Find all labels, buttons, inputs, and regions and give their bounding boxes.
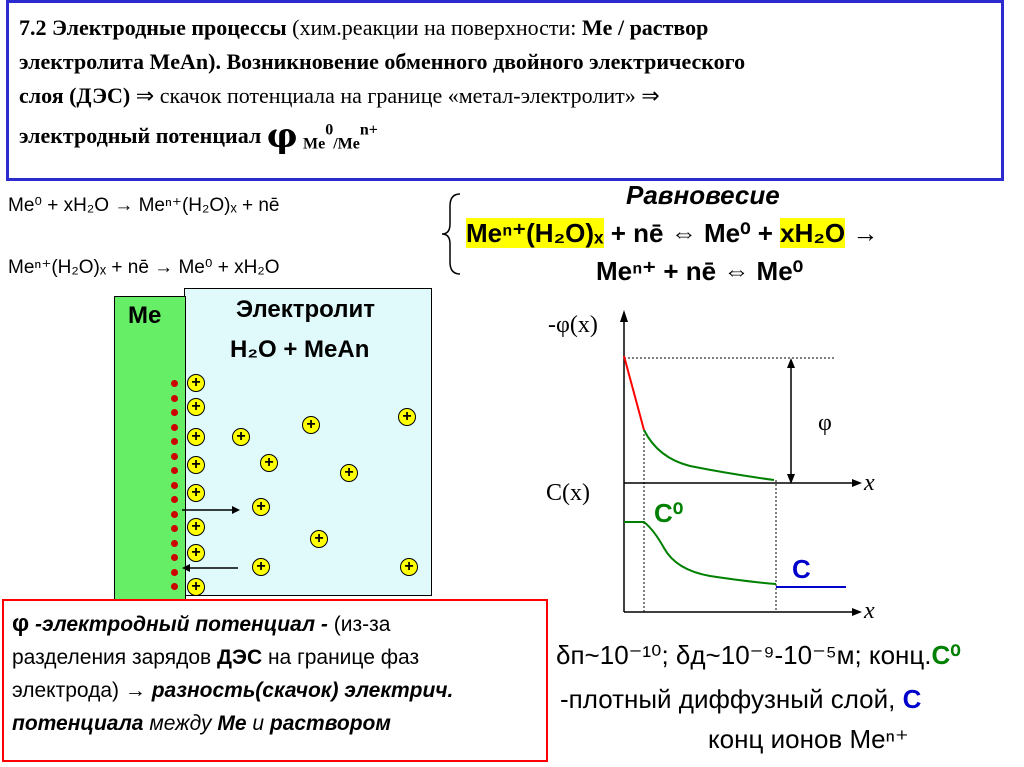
cation-icon: + — [187, 456, 205, 474]
definition-line-4 — [12, 707, 538, 740]
potential-concentration-graph — [540, 300, 870, 620]
electron-dot — [171, 583, 178, 590]
electron-dot — [171, 438, 178, 445]
equilibrium-equation-2: Meⁿ⁺ + nē ⇔ Me⁰ — [596, 256, 804, 286]
electron-dot — [171, 424, 178, 431]
right-arrow-icon: → — [845, 218, 879, 248]
y-axis-label-conc: C(x) — [546, 480, 590, 506]
electron-dot — [171, 496, 178, 503]
concentration-curve — [624, 522, 776, 584]
cation-icon: + — [187, 374, 205, 392]
implies-arrow-icon-2: ⇒ — [641, 83, 660, 108]
phi-symbol: φ — [266, 116, 298, 156]
title-line-3 — [19, 79, 991, 113]
sup-zero: 0 — [325, 121, 334, 139]
cation-icon: + — [302, 416, 320, 434]
def-des: ДЭС — [217, 646, 263, 669]
electron-dot — [171, 569, 178, 576]
electron-dot — [171, 380, 178, 387]
metal-label: Me — [128, 302, 162, 329]
title-note: (хим.реакции на поверхности: — [292, 15, 577, 40]
def-difference: разность(скачок) электрич. — [151, 679, 454, 702]
reaction-reduction: Meⁿ⁺(H₂O)ₓ + nē → Me⁰ + xH₂O — [8, 257, 280, 278]
def-me: Me — [217, 712, 247, 735]
cation-icon: + — [340, 464, 358, 482]
sub-me-ion: /Me — [333, 135, 360, 153]
electron-dot — [171, 395, 178, 402]
section-title: Электродные процессы — [52, 15, 287, 40]
electron-dot — [171, 540, 178, 547]
cation-icon: + — [187, 428, 205, 446]
definition-box — [2, 599, 548, 762]
ion-concentration-note: конц ионов Meⁿ⁺ — [708, 724, 909, 754]
implies-arrow-icon: ⇒ — [135, 83, 155, 108]
cation-icon: + — [310, 530, 328, 548]
layer-names: -плотный диффузный слой, — [560, 684, 903, 714]
def-l2a: разделения зарядов — [12, 646, 218, 669]
sub-me: Me — [303, 135, 326, 153]
cation-icon: + — [400, 558, 418, 576]
phi-symbol-def: φ — [12, 610, 30, 637]
def-term: -электродный потенциал - — [29, 613, 334, 636]
def-l3a: электрода) → — [12, 679, 152, 702]
cation-icon: + — [187, 544, 205, 562]
phi-jump-label: φ — [818, 410, 832, 436]
c0-note: C⁰ — [931, 640, 961, 670]
def-solution: раствором — [269, 712, 391, 735]
c-label: C — [792, 554, 811, 584]
electrolyte-label: Электролит — [236, 296, 375, 323]
electrolyte-composition: H₂O + MeAn — [230, 336, 370, 363]
definition-line-1 — [12, 607, 538, 641]
sup-n-plus: n+ — [359, 121, 378, 139]
def-l2c: на границе фаз — [262, 646, 420, 669]
def-and: и — [246, 712, 270, 735]
diffuse-thickness: δд~10⁻⁹-10⁻⁵м; конц. — [668, 640, 932, 670]
c0-label: C⁰ — [654, 498, 684, 528]
reaction-oxidation: Me⁰ + xH₂O → Meⁿ⁺(H₂O)ₓ + nē — [8, 195, 280, 216]
cation-icon: + — [260, 454, 278, 472]
title-line-4 — [19, 116, 991, 156]
def-reason: (из-за — [333, 613, 391, 636]
electron-dot — [171, 554, 178, 561]
title-electrode-potential: электродный потенциал — [19, 123, 262, 148]
section-number: 7.2 — [19, 15, 47, 40]
cation-icon: + — [252, 558, 270, 576]
water-highlight: xH₂O — [780, 218, 846, 248]
curly-brace-icon — [438, 192, 468, 276]
title-des: слоя (ДЭС) — [19, 83, 131, 108]
cation-icon: + — [187, 578, 205, 596]
dense-thickness: δп~10⁻¹⁰; — [556, 640, 669, 670]
hydrated-ion-highlight: Meⁿ⁺(H₂O)ₓ — [466, 218, 604, 248]
y-axis-label-phi: -φ(x) — [548, 312, 598, 338]
x-axis-label-top: x — [864, 470, 875, 496]
definition-line-2 — [12, 641, 538, 674]
title-line-1 — [19, 11, 991, 45]
def-between: между — [143, 712, 218, 735]
title-potential-jump: скачок потенциала на границе «метал-электролит» — [159, 83, 636, 108]
electron-dot — [171, 511, 178, 518]
cation-icon: + — [187, 484, 205, 502]
cation-icon: + — [187, 398, 205, 416]
electron-dot — [171, 482, 178, 489]
cation-icon: + — [398, 408, 416, 426]
equilibrium-equation-1 — [466, 218, 878, 249]
electron-dot — [171, 467, 178, 474]
equilibrium-heading: Равновесие — [626, 180, 780, 210]
definition-line-3 — [12, 674, 538, 707]
ion-arrows — [180, 500, 240, 580]
cation-icon: + — [252, 498, 270, 516]
cation-icon: + — [187, 518, 205, 536]
equilibrium-mid: + nē ⇔ Me⁰ + — [603, 218, 781, 248]
electron-dot — [171, 453, 178, 460]
title-interface: Me / раствор — [581, 15, 709, 40]
layer-names-note — [560, 684, 921, 715]
def-potential: потенциала — [12, 712, 144, 735]
title-box — [6, 0, 1004, 181]
layer-thickness-note — [556, 640, 961, 671]
electron-dot — [171, 409, 178, 416]
potential-curve-dense — [624, 356, 644, 430]
title-line-2: электролита MeAn). Возникновение обменного двойного электрического — [19, 49, 746, 74]
potential-curve-diffuse — [644, 430, 774, 480]
c-note: C — [902, 684, 922, 714]
electron-dot — [171, 525, 178, 532]
cation-icon: + — [232, 428, 250, 446]
x-axis-label-bottom: x — [864, 598, 875, 624]
